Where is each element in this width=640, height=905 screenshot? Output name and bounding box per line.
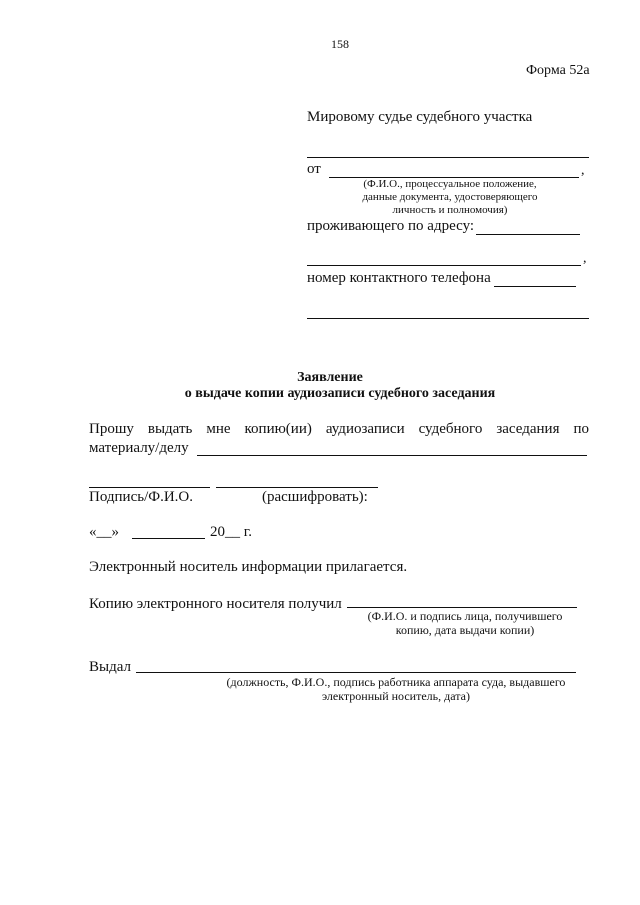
attached-note: Электронный носитель информации прилагается.: [89, 559, 408, 575]
address-blank: [307, 265, 581, 266]
date-day: «__»: [89, 524, 119, 540]
issued-hint: [196, 675, 596, 703]
from-hint-line: (Ф.И.О., процессуальное положение,: [363, 178, 537, 190]
received-blank: [347, 607, 577, 608]
signature-label: Подпись/Ф.И.О.: [89, 489, 194, 505]
phone-blank: [494, 286, 576, 287]
received-hint-line: копию, дата выдачи копии): [395, 623, 535, 637]
from-label: от: [307, 161, 321, 177]
issued-blank: [136, 672, 576, 673]
address-comma: ,: [583, 251, 587, 266]
page-number: 158: [331, 37, 349, 51]
decode-label: (расшифровать):: [262, 489, 368, 505]
addressee-line: Мировому судье судебного участка: [307, 109, 533, 125]
addressee-blank-2: [307, 318, 589, 319]
received-label: Копию электронного носителя получил: [89, 596, 342, 612]
phone-label: номер контактного телефона: [307, 270, 491, 286]
from-comma: ,: [581, 163, 585, 178]
received-hint-line: (Ф.И.О. и подпись лица, получившего: [367, 609, 563, 623]
form-label: Форма 52а: [526, 63, 590, 78]
case-label: материалу/делу: [89, 440, 189, 456]
date-month-blank: [132, 538, 205, 539]
addressee-blank-1: [307, 157, 589, 158]
residing-blank: [476, 234, 580, 235]
issued-hint-line: электронный носитель, дата): [322, 689, 470, 703]
issued-hint-line: (должность, Ф.И.О., подпись работника аппарата суда, выдавшего: [226, 675, 566, 689]
issued-label: Выдал: [89, 659, 131, 675]
from-hint-line: личность и полномочия): [392, 204, 508, 216]
decode-blank: [216, 487, 378, 488]
residing-label: проживающего по адресу:: [307, 218, 475, 234]
case-blank: [197, 455, 587, 456]
signature-blank: [89, 487, 210, 488]
from-hint: [320, 178, 580, 217]
received-hint: [345, 609, 585, 637]
from-hint-line: данные документа, удостоверяющего: [362, 191, 538, 203]
document-subtitle: о выдаче копии аудиозаписи судебного заседания: [184, 386, 496, 401]
document-title: Заявление: [297, 370, 363, 385]
date-year: 20__ г.: [210, 524, 252, 540]
request-text: Прошу выдать мне копию(ии) аудиозаписи судебного заседания по: [89, 421, 589, 437]
